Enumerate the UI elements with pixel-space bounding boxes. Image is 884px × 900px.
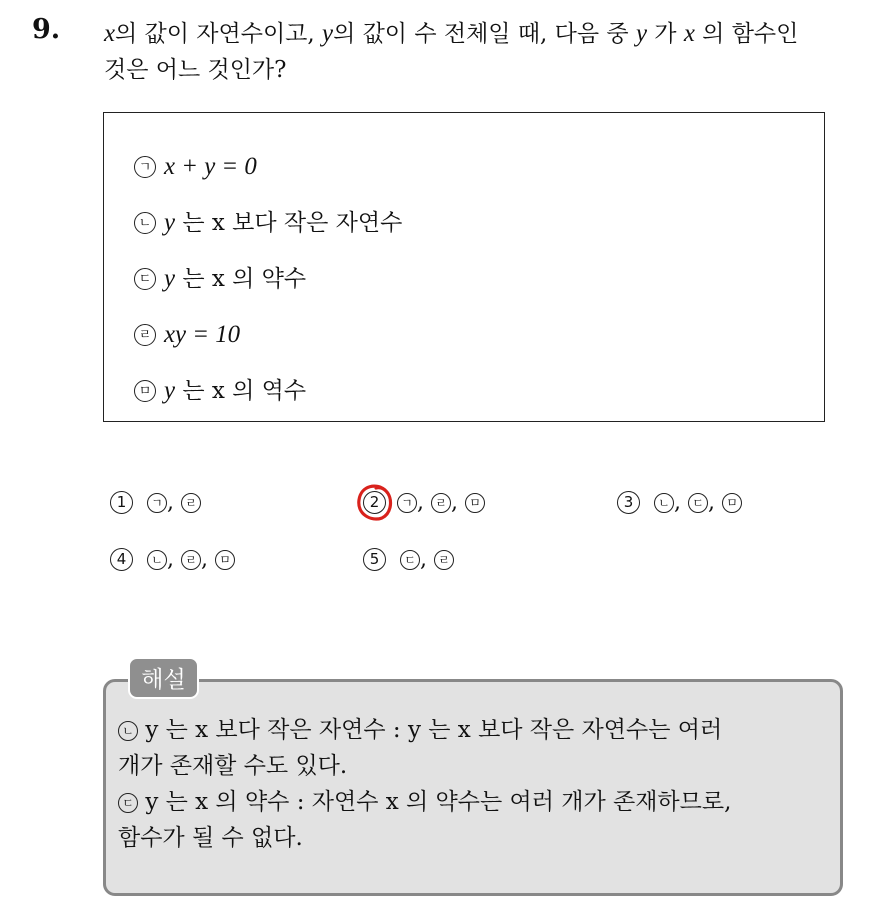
var-y: y <box>322 20 334 47</box>
choice-number: 3 <box>617 491 640 514</box>
choice-number: 5 <box>363 548 386 571</box>
choice-number: 2 <box>363 491 386 514</box>
explanation-line <box>118 712 833 748</box>
item-var: y <box>164 209 176 236</box>
var-y: y <box>635 20 647 47</box>
circled-letter-icon: ㅁ <box>722 493 742 513</box>
question-line-2: 것은 어느 것인가? <box>104 57 287 83</box>
item-text: 는 x 보다 작은 자연수 <box>175 210 403 236</box>
explanation-tag: 해설 <box>128 657 199 699</box>
circled-letter-icon: ㄱ <box>147 493 167 513</box>
circled-letter-icon: ㄹ <box>181 550 201 570</box>
explanation-line: 개가 존재할 수도 있다. <box>118 753 348 779</box>
circled-letter-icon: ㄹ <box>431 493 451 513</box>
choice-3[interactable]: 3 ㄴ , ㄷ , ㅁ <box>617 488 742 518</box>
circled-letter-icon: ㅁ <box>215 550 235 570</box>
item-var: y <box>164 377 176 404</box>
choice-1[interactable]: 1 ㄱ , ㄹ <box>110 488 201 518</box>
item-formula: xy = 10 <box>164 321 241 348</box>
circled-letter-icon: ㄱ <box>397 493 417 513</box>
choice-number: 4 <box>110 548 133 571</box>
circled-letter-icon: ㄴ <box>654 493 674 513</box>
explanation-line: 함수가 될 수 없다. <box>118 825 303 851</box>
selected-answer <box>363 490 397 515</box>
circled-letter-icon: ㄹ <box>181 493 201 513</box>
item-text: 는 x 의 약수 <box>175 266 307 292</box>
circled-letter-icon: ㄷ <box>118 793 138 813</box>
circled-letter-icon: ㄹ <box>134 324 156 346</box>
question-number: 9. <box>32 14 61 45</box>
choice-4[interactable]: 4 ㄴ , ㄹ , ㅁ <box>110 545 235 575</box>
answer-circle-icon <box>355 482 395 524</box>
text-part: 가 <box>646 21 684 47</box>
circled-letter-icon: ㄹ <box>434 550 454 570</box>
choice-number: 1 <box>110 491 133 514</box>
choice-2[interactable]: 2 ㄱ , ㄹ , ㅁ <box>363 488 485 518</box>
item-var: y <box>164 265 176 292</box>
circled-letter-icon: ㄴ <box>118 721 138 741</box>
text-part: 의 함수인 <box>694 21 799 47</box>
item-text: 는 x 의 역수 <box>175 378 307 404</box>
choice-5[interactable]: 5 ㄷ , ㄹ <box>363 545 454 575</box>
text-part: 의 값이 자연수이고, <box>115 21 323 47</box>
circled-letter-icon: ㄷ <box>134 268 156 290</box>
circled-letter-icon: ㅁ <box>134 380 156 402</box>
explanation-line-text: y 는 x 의 약수 : 자연수 x 의 약수는 여러 개가 존재하므로, <box>145 789 732 815</box>
circled-letter-icon: ㄷ <box>400 550 420 570</box>
circled-letter-icon: ㄴ <box>134 212 156 234</box>
explanation-line <box>118 784 833 820</box>
var-x: x <box>683 20 695 47</box>
text-part: 의 값이 수 전체일 때, 다음 중 <box>333 21 636 47</box>
var-x: x <box>104 20 116 47</box>
circled-letter-icon: ㄷ <box>688 493 708 513</box>
item-formula: x + y = 0 <box>164 153 257 180</box>
circled-letter-icon: ㄴ <box>147 550 167 570</box>
explanation-line-text: y 는 x 보다 작은 자연수 : y 는 x 보다 작은 자연수는 여러 <box>145 717 723 743</box>
circled-letter-icon: ㄱ <box>134 156 156 178</box>
explanation-text <box>118 712 833 856</box>
circled-letter-icon: ㅁ <box>465 493 485 513</box>
